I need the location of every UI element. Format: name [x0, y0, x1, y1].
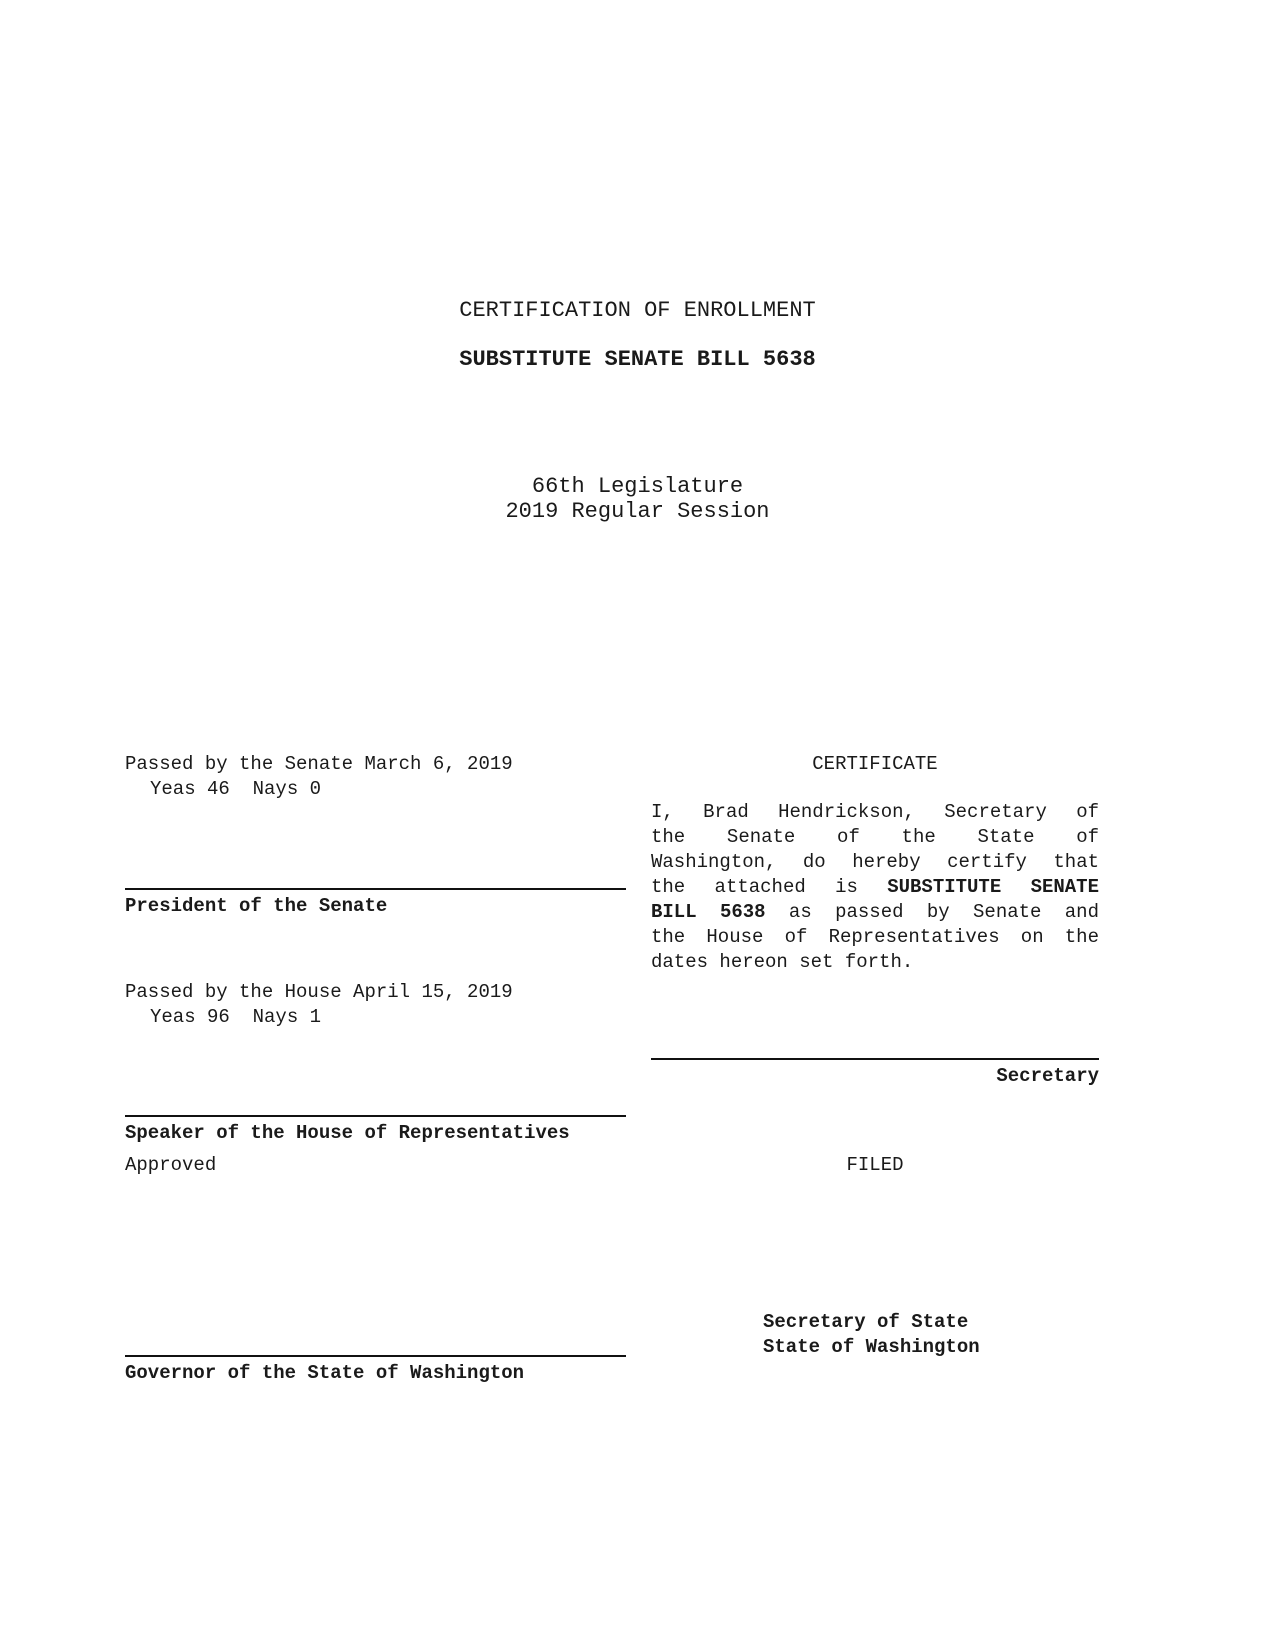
cert-line-7: dates hereon set forth. [651, 951, 914, 973]
governor-signature-line [125, 1355, 626, 1357]
president-label: President of the Senate [125, 895, 388, 917]
senate-passed-text: Passed by the Senate March 6, 2019 [125, 753, 513, 775]
state-of-washington-label: State of Washington [763, 1336, 980, 1358]
session-label: 2019 Regular Session [505, 499, 770, 524]
secretary-of-state-label: Secretary of State [763, 1311, 969, 1333]
senate-votes-text: Yeas 46 Nays 0 [150, 778, 322, 800]
speaker-label: Speaker of the House of Representatives [125, 1122, 570, 1144]
certificate-title: CERTIFICATE [812, 753, 938, 775]
president-signature-line [125, 888, 626, 890]
filed-label: FILED [846, 1154, 904, 1176]
certification-title: CERTIFICATION OF ENROLLMENT [459, 298, 816, 323]
cert-line-3: Washington, do hereby certify that [651, 851, 1099, 873]
secretary-signature-line [651, 1058, 1099, 1060]
house-votes-text: Yeas 96 Nays 1 [150, 1006, 322, 1028]
cert-bill-name-part2: BILL 5638 [651, 901, 766, 923]
legislature-label: 66th Legislature [531, 474, 744, 499]
speaker-signature-line [125, 1115, 626, 1117]
cert-line-5-text: as passed by Senate and [765, 901, 1099, 923]
cert-bill-name-part1: SUBSTITUTE SENATE [887, 876, 1099, 898]
cert-line-6: the House of Representatives on the [651, 926, 1099, 948]
cert-line-2: the Senate of the State of [651, 826, 1099, 848]
certificate-body [651, 800, 1099, 975]
house-passed-text: Passed by the House April 15, 2019 [125, 981, 513, 1003]
cert-line-5 [651, 900, 1099, 925]
cert-line-1: I, Brad Hendrickson, Secretary of [651, 801, 1099, 823]
approved-label: Approved [125, 1154, 217, 1176]
cert-line-4-text: the attached is [651, 876, 888, 898]
secretary-label: Secretary [996, 1065, 1099, 1087]
governor-label: Governor of the State of Washington [125, 1362, 525, 1384]
cert-line-4 [651, 875, 1099, 900]
bill-title: SUBSTITUTE SENATE BILL 5638 [459, 347, 816, 372]
